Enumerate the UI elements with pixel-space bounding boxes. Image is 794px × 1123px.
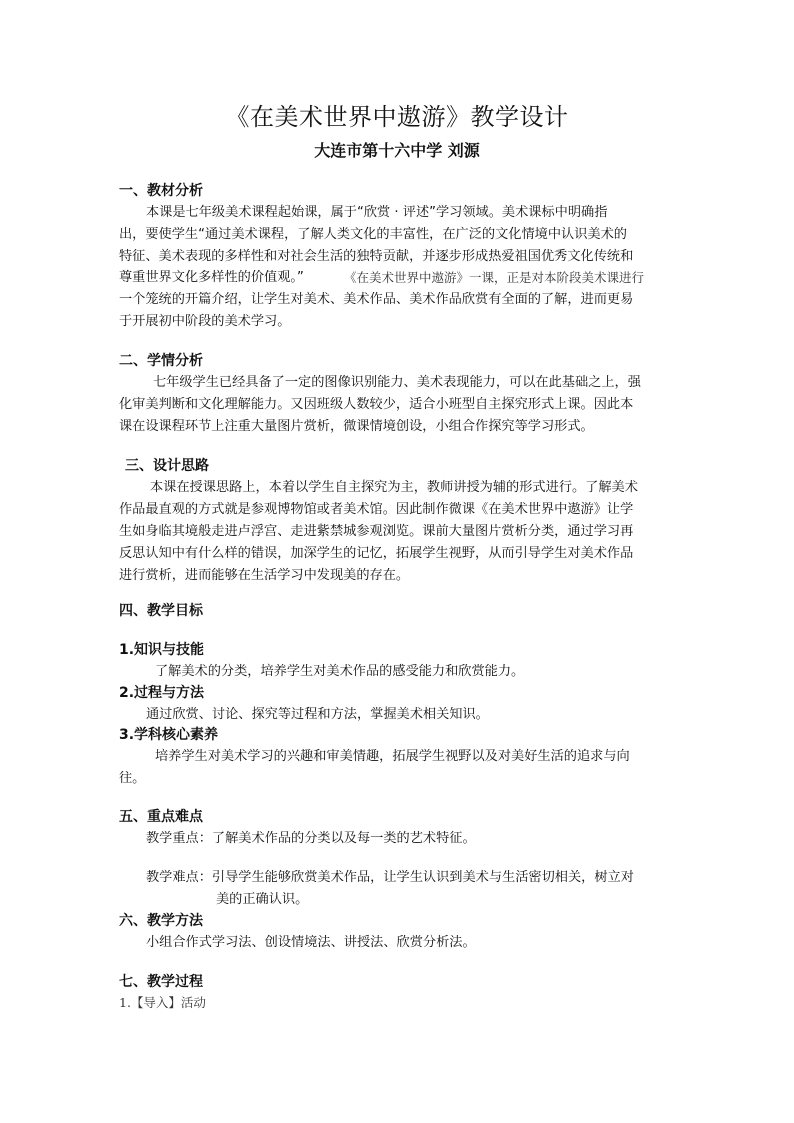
section-heading-teaching-goals: 四、教学目标 bbox=[119, 603, 203, 619]
section-heading-teaching-process: 七、教学过程 bbox=[119, 974, 203, 990]
paragraph-line: 生如身临其境般走进卢浮宫、走进紫禁城参观浏览。课前大量图片赏析分类，通过学习再 bbox=[119, 524, 634, 539]
subheading-core-literacy: 3.学科核心素养 bbox=[119, 727, 219, 743]
page-title: 《在美术世界中遨游》教学设计 bbox=[225, 103, 569, 131]
paragraph-line: 小组合作式学习法、创设情境法、讲授法、欣赏分析法。 bbox=[146, 935, 476, 950]
section-heading-key-difficult: 五、重点难点 bbox=[119, 809, 203, 825]
process-step-line: 1.【导入】活动 bbox=[119, 995, 206, 1010]
section-heading-design-idea: 三、设计思路 bbox=[125, 458, 209, 474]
difficult-point-line-cont: 美的正确认识。 bbox=[216, 892, 309, 907]
paragraph-line: 作品最直观的方式就是参观博物馆或者美术馆。因此制作微课《在美术世界中遨游》让学 bbox=[119, 502, 634, 517]
paragraph-line: 出，要使学生“通过美术课程，了解人类文化的丰富性，在广泛的文化情境中认识美术的 bbox=[119, 227, 627, 242]
paragraph-line: 特征、美术表现的多样性和对社会生活的独特贡献，并逐步形成热爱祖国优秀文化传统和 bbox=[119, 249, 634, 264]
paragraph-line: 培养学生对美术学习的兴趣和审美情趣，拓展学生视野以及对美好生活的追求与向 bbox=[155, 749, 630, 764]
author-line: 大连市第十六中学 刘源 bbox=[314, 141, 480, 160]
paragraph-line: 一个笼统的开篇介绍，让学生对美术、美术作品、美术作品欣赏有全面的了解，进而更易 bbox=[119, 292, 634, 307]
section-heading-textbook-analysis: 一、教材分析 bbox=[119, 183, 203, 199]
paragraph-line-quote: 《在美术世界中遨游》一课，正是对本阶段美术课进行 bbox=[344, 270, 645, 285]
paragraph-line: 了解美术的分类，培养学生对美术作品的感受能力和欣赏能力。 bbox=[155, 664, 525, 679]
paragraph-line: 七年级学生已经具备了一定的图像识别能力、美术表现能力，可以在此基础之上，强 bbox=[153, 375, 641, 390]
section-heading-teaching-methods: 六、教学方法 bbox=[119, 913, 203, 929]
section-heading-student-analysis: 二、学情分析 bbox=[119, 353, 203, 369]
difficult-point-line: 教学难点：引导学生能够欣赏美术作品，让学生认识到美术与生活密切相关，树立对 bbox=[146, 870, 634, 885]
paragraph-line: 课在设课程环节上注重大量图片赏析，微课情境创设，小组合作探究等学习形式。 bbox=[119, 419, 594, 434]
paragraph-line: 本课是七年级美术课程起始课，属于“欣赏 · 评述”学习领域。美术课标中明确指 bbox=[146, 205, 608, 220]
paragraph-line: 通过欣赏、讨论、探究等过程和方法，掌握美术相关知识。 bbox=[146, 707, 489, 722]
paragraph-line: 反思认知中有什么样的错误，加深学生的记忆，拓展学生视野，从而引导学生对美术作品 bbox=[119, 546, 634, 561]
paragraph-line: 化审美判断和文化理解能力。又因班级人数较少，适合小班型自主探究形式上课。因此本 bbox=[119, 397, 634, 412]
paragraph-line: 进行赏析，进而能够在生活学习中发现美的存在。 bbox=[119, 568, 410, 583]
subheading-knowledge-skills: 1.知识与技能 bbox=[119, 642, 205, 658]
paragraph-line: 往。 bbox=[119, 771, 146, 786]
paragraph-line: 尊重世界文化多样性的价值观。” bbox=[119, 270, 304, 285]
key-point-line: 教学重点：了解美术作品的分类以及每一类的艺术特征。 bbox=[146, 831, 476, 846]
paragraph-line: 本课在授课思路上，本着以学生自主探究为主，教师讲授为辅的形式进行。了解美术 bbox=[150, 480, 638, 495]
subheading-process-method: 2.过程与方法 bbox=[119, 685, 205, 701]
paragraph-line: 于开展初中阶段的美术学习。 bbox=[119, 314, 291, 329]
